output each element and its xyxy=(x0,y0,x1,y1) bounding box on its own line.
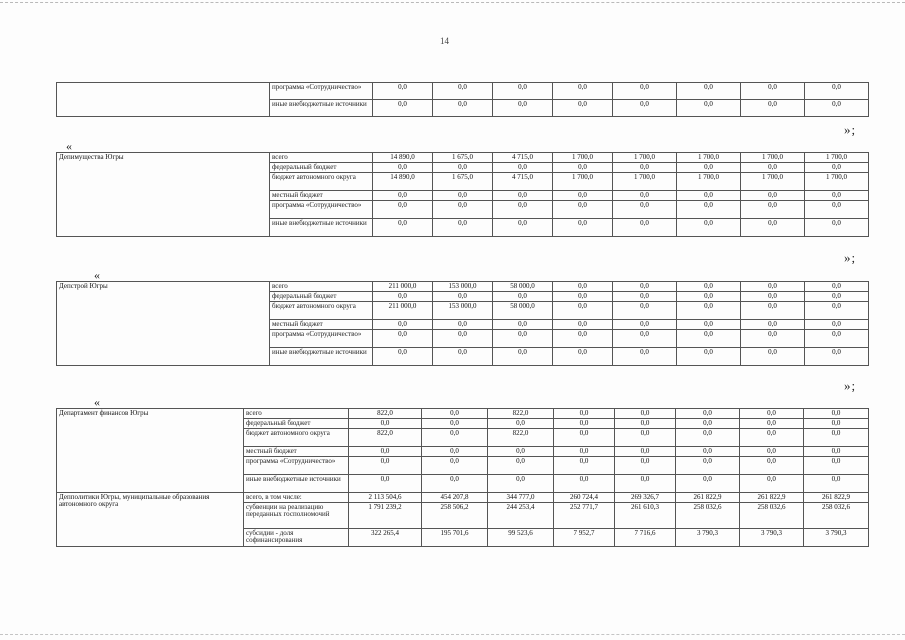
value-cell: 0,0 xyxy=(554,457,615,475)
value-cell: 58 000,0 xyxy=(493,302,553,320)
value-cell: 1 700,0 xyxy=(553,173,613,191)
value-cell: 0,0 xyxy=(613,320,677,330)
value-cell: 0,0 xyxy=(433,348,493,366)
value-cell: 0,0 xyxy=(677,348,741,366)
funding-source: федеральный бюджет xyxy=(270,292,373,302)
funding-source: субвенции на реализацию переданных госполномочий xyxy=(244,503,349,529)
value-cell: 344 777,0 xyxy=(488,493,554,503)
value-cell: 0,0 xyxy=(433,100,493,117)
value-cell: 153 000,0 xyxy=(433,302,493,320)
value-cell: 0,0 xyxy=(741,282,805,292)
value-cell: 0,0 xyxy=(804,457,869,475)
value-cell: 0,0 xyxy=(676,409,740,419)
value-cell: 0,0 xyxy=(615,475,676,493)
value-cell: 0,0 xyxy=(676,447,740,457)
page-edge-bottom xyxy=(0,634,905,635)
value-cell: 0,0 xyxy=(553,100,613,117)
value-cell: 0,0 xyxy=(613,348,677,366)
value-cell: 1 700,0 xyxy=(741,153,805,163)
value-cell: 0,0 xyxy=(804,475,869,493)
value-cell: 0,0 xyxy=(373,163,433,173)
value-cell: 14 890,0 xyxy=(373,153,433,163)
budget-table-depimushchestva xyxy=(56,152,869,237)
org-depstroy: Депстрой Югры xyxy=(57,282,270,366)
value-cell: 0,0 xyxy=(741,292,805,302)
value-cell: 0,0 xyxy=(677,292,741,302)
value-cell: 0,0 xyxy=(493,83,553,100)
value-cell: 1 700,0 xyxy=(805,173,869,191)
value-cell: 58 000,0 xyxy=(493,282,553,292)
value-cell: 261 822,9 xyxy=(676,493,740,503)
table-row xyxy=(57,83,869,100)
value-cell: 0,0 xyxy=(488,457,554,475)
value-cell: 0,0 xyxy=(553,83,613,100)
funding-source: федеральный бюджет xyxy=(270,163,373,173)
value-cell: 0,0 xyxy=(554,447,615,457)
value-cell: 822,0 xyxy=(349,409,422,419)
value-cell: 0,0 xyxy=(493,163,553,173)
value-cell: 822,0 xyxy=(349,429,422,447)
value-cell: 258 032,6 xyxy=(740,503,804,529)
value-cell: 0,0 xyxy=(349,457,422,475)
value-cell: 14 890,0 xyxy=(373,173,433,191)
value-cell: 0,0 xyxy=(804,419,869,429)
value-cell: 0,0 xyxy=(613,292,677,302)
value-cell: 1 700,0 xyxy=(805,153,869,163)
value-cell: 0,0 xyxy=(613,302,677,320)
value-cell: 0,0 xyxy=(676,429,740,447)
value-cell: 258 506,2 xyxy=(422,503,488,529)
value-cell: 0,0 xyxy=(677,163,741,173)
value-cell: 0,0 xyxy=(493,320,553,330)
value-cell: 0,0 xyxy=(677,320,741,330)
value-cell: 0,0 xyxy=(422,429,488,447)
value-cell: 0,0 xyxy=(677,330,741,348)
value-cell: 3 790,3 xyxy=(676,529,740,547)
budget-table-depstroy xyxy=(56,281,869,366)
table-row xyxy=(57,153,869,163)
value-cell: 0,0 xyxy=(373,201,433,219)
funding-source: бюджет автономного округа xyxy=(244,429,349,447)
value-cell: 0,0 xyxy=(349,475,422,493)
value-cell: 0,0 xyxy=(805,330,869,348)
page-number: 14 xyxy=(440,36,449,46)
funding-source: всего, в том числе: xyxy=(244,493,349,503)
value-cell: 0,0 xyxy=(349,419,422,429)
value-cell: 0,0 xyxy=(740,409,804,419)
value-cell: 252 771,7 xyxy=(554,503,615,529)
value-cell: 0,0 xyxy=(493,348,553,366)
value-cell: 0,0 xyxy=(613,201,677,219)
org-depimushchestva: Депимущества Югры xyxy=(57,153,270,237)
org-depfinansov: Департамент финансов Югры xyxy=(57,409,244,493)
value-cell: 0,0 xyxy=(433,292,493,302)
value-cell: 0,0 xyxy=(373,292,433,302)
value-cell: 0,0 xyxy=(805,320,869,330)
quote-close-a: »; xyxy=(844,122,857,137)
value-cell: 0,0 xyxy=(433,330,493,348)
value-cell: 0,0 xyxy=(373,191,433,201)
value-cell: 0,0 xyxy=(805,191,869,201)
value-cell: 4 715,0 xyxy=(493,153,553,163)
value-cell: 0,0 xyxy=(422,475,488,493)
value-cell: 0,0 xyxy=(553,201,613,219)
value-cell: 2 113 504,6 xyxy=(349,493,422,503)
quote-close-b: »; xyxy=(844,250,857,265)
value-cell: 1 675,0 xyxy=(433,153,493,163)
value-cell: 0,0 xyxy=(488,419,554,429)
page-edge-top xyxy=(0,2,905,3)
funding-source: местный бюджет xyxy=(270,191,373,201)
value-cell: 0,0 xyxy=(804,447,869,457)
value-cell: 0,0 xyxy=(553,330,613,348)
quote-open-c: « xyxy=(94,268,100,282)
table-row xyxy=(57,282,869,292)
funding-source: программа «Сотрудничество» xyxy=(244,457,349,475)
value-cell: 0,0 xyxy=(553,292,613,302)
value-cell: 0,0 xyxy=(422,409,488,419)
value-cell: 0,0 xyxy=(553,219,613,237)
value-cell: 0,0 xyxy=(373,100,433,117)
value-cell: 1 791 239,2 xyxy=(349,503,422,529)
value-cell: 211 000,0 xyxy=(373,282,433,292)
value-cell: 0,0 xyxy=(676,475,740,493)
value-cell: 0,0 xyxy=(805,219,869,237)
value-cell: 1 700,0 xyxy=(613,153,677,163)
budget-table-depfinansov xyxy=(56,408,869,547)
value-cell: 0,0 xyxy=(677,83,741,100)
value-cell: 0,0 xyxy=(373,330,433,348)
value-cell: 454 207,8 xyxy=(422,493,488,503)
value-cell: 0,0 xyxy=(554,419,615,429)
value-cell: 211 000,0 xyxy=(373,302,433,320)
value-cell: 0,0 xyxy=(741,83,805,100)
value-cell: 0,0 xyxy=(493,201,553,219)
funding-source: иные внебюджетные источники xyxy=(244,475,349,493)
value-cell: 0,0 xyxy=(554,409,615,419)
funding-source: местный бюджет xyxy=(270,320,373,330)
value-cell: 0,0 xyxy=(740,457,804,475)
value-cell: 0,0 xyxy=(740,447,804,457)
value-cell: 0,0 xyxy=(493,330,553,348)
value-cell: 0,0 xyxy=(422,457,488,475)
value-cell: 0,0 xyxy=(805,201,869,219)
value-cell: 0,0 xyxy=(554,429,615,447)
value-cell: 0,0 xyxy=(613,191,677,201)
funding-source: программа «Сотрудничество» xyxy=(270,83,373,100)
value-cell: 0,0 xyxy=(741,302,805,320)
value-cell: 258 032,6 xyxy=(804,503,869,529)
value-cell: 7 952,7 xyxy=(554,529,615,547)
value-cell: 0,0 xyxy=(349,447,422,457)
value-cell: 0,0 xyxy=(677,302,741,320)
value-cell: 0,0 xyxy=(373,348,433,366)
value-cell: 822,0 xyxy=(488,429,554,447)
value-cell: 0,0 xyxy=(805,282,869,292)
value-cell: 0,0 xyxy=(805,100,869,117)
value-cell: 0,0 xyxy=(553,282,613,292)
value-cell: 0,0 xyxy=(741,320,805,330)
value-cell: 4 715,0 xyxy=(493,173,553,191)
value-cell: 260 724,4 xyxy=(554,493,615,503)
funding-source: иные внебюджетные источники xyxy=(270,219,373,237)
value-cell: 0,0 xyxy=(493,100,553,117)
value-cell: 0,0 xyxy=(805,292,869,302)
value-cell: 0,0 xyxy=(805,348,869,366)
value-cell: 0,0 xyxy=(740,419,804,429)
value-cell: 0,0 xyxy=(433,83,493,100)
value-cell: 0,0 xyxy=(553,302,613,320)
value-cell: 0,0 xyxy=(553,163,613,173)
value-cell: 0,0 xyxy=(433,191,493,201)
value-cell: 0,0 xyxy=(677,201,741,219)
value-cell: 0,0 xyxy=(553,320,613,330)
funding-source: бюджет автономного округа xyxy=(270,302,373,320)
value-cell: 0,0 xyxy=(615,409,676,419)
value-cell: 1 700,0 xyxy=(677,153,741,163)
value-cell: 261 822,9 xyxy=(740,493,804,503)
value-cell: 0,0 xyxy=(741,163,805,173)
value-cell: 0,0 xyxy=(741,191,805,201)
value-cell: 0,0 xyxy=(433,201,493,219)
value-cell: 0,0 xyxy=(741,348,805,366)
value-cell: 3 790,3 xyxy=(804,529,869,547)
funding-source: всего xyxy=(244,409,349,419)
table-row xyxy=(57,409,869,419)
funding-source: бюджет автономного округа xyxy=(270,173,373,191)
value-cell: 0,0 xyxy=(676,419,740,429)
value-cell: 7 716,6 xyxy=(615,529,676,547)
value-cell: 0,0 xyxy=(433,219,493,237)
value-cell: 1 700,0 xyxy=(553,153,613,163)
value-cell: 0,0 xyxy=(613,330,677,348)
value-cell: 0,0 xyxy=(488,447,554,457)
org-cell-empty xyxy=(57,83,270,117)
value-cell: 822,0 xyxy=(488,409,554,419)
value-cell: 0,0 xyxy=(422,447,488,457)
quote-open-d: « xyxy=(94,395,100,409)
budget-table-continuation xyxy=(56,82,869,117)
value-cell: 269 326,7 xyxy=(615,493,676,503)
value-cell: 0,0 xyxy=(488,475,554,493)
value-cell: 0,0 xyxy=(677,219,741,237)
value-cell: 0,0 xyxy=(553,191,613,201)
value-cell: 0,0 xyxy=(740,475,804,493)
value-cell: 1 700,0 xyxy=(613,173,677,191)
value-cell: 0,0 xyxy=(373,320,433,330)
value-cell: 0,0 xyxy=(613,219,677,237)
value-cell: 0,0 xyxy=(613,163,677,173)
quote-open-b: « xyxy=(66,139,72,153)
value-cell: 0,0 xyxy=(740,429,804,447)
value-cell: 0,0 xyxy=(805,163,869,173)
value-cell: 0,0 xyxy=(553,348,613,366)
value-cell: 0,0 xyxy=(741,219,805,237)
value-cell: 0,0 xyxy=(677,100,741,117)
value-cell: 0,0 xyxy=(613,282,677,292)
funding-source: федеральный бюджет xyxy=(244,419,349,429)
value-cell: 0,0 xyxy=(613,83,677,100)
value-cell: 244 253,4 xyxy=(488,503,554,529)
value-cell: 0,0 xyxy=(422,419,488,429)
value-cell: 322 265,4 xyxy=(349,529,422,547)
value-cell: 99 523,6 xyxy=(488,529,554,547)
value-cell: 0,0 xyxy=(741,330,805,348)
value-cell: 0,0 xyxy=(373,219,433,237)
value-cell: 3 790,3 xyxy=(740,529,804,547)
funding-source: программа «Сотрудничество» xyxy=(270,330,373,348)
value-cell: 0,0 xyxy=(677,191,741,201)
value-cell: 0,0 xyxy=(493,219,553,237)
value-cell: 0,0 xyxy=(613,100,677,117)
value-cell: 258 032,6 xyxy=(676,503,740,529)
value-cell: 0,0 xyxy=(615,419,676,429)
org-deppolitiki: Депполитики Югры, муниципальные образования автономного округа xyxy=(57,493,244,547)
value-cell: 0,0 xyxy=(676,457,740,475)
value-cell: 0,0 xyxy=(493,191,553,201)
funding-source: иные внебюджетные источники xyxy=(270,348,373,366)
value-cell: 1 675,0 xyxy=(433,173,493,191)
value-cell: 0,0 xyxy=(615,429,676,447)
funding-source: всего xyxy=(270,282,373,292)
value-cell: 0,0 xyxy=(741,201,805,219)
value-cell: 261 610,3 xyxy=(615,503,676,529)
value-cell: 0,0 xyxy=(805,83,869,100)
funding-source: местный бюджет xyxy=(244,447,349,457)
value-cell: 0,0 xyxy=(804,409,869,419)
value-cell: 1 700,0 xyxy=(677,173,741,191)
value-cell: 0,0 xyxy=(741,100,805,117)
funding-source: программа «Сотрудничество» xyxy=(270,201,373,219)
value-cell: 0,0 xyxy=(615,457,676,475)
funding-source: субсидии - доля софинансирования xyxy=(244,529,349,547)
value-cell: 0,0 xyxy=(677,282,741,292)
value-cell: 0,0 xyxy=(554,475,615,493)
quote-close-c: »; xyxy=(844,378,857,393)
value-cell: 0,0 xyxy=(433,320,493,330)
value-cell: 0,0 xyxy=(804,429,869,447)
value-cell: 0,0 xyxy=(493,292,553,302)
value-cell: 1 700,0 xyxy=(741,173,805,191)
value-cell: 0,0 xyxy=(615,447,676,457)
value-cell: 261 822,9 xyxy=(804,493,869,503)
value-cell: 0,0 xyxy=(373,83,433,100)
value-cell: 153 000,0 xyxy=(433,282,493,292)
value-cell: 195 701,6 xyxy=(422,529,488,547)
table-row xyxy=(57,493,869,503)
value-cell: 0,0 xyxy=(433,163,493,173)
funding-source: всего xyxy=(270,153,373,163)
funding-source: иные внебюджетные источники xyxy=(270,100,373,117)
value-cell: 0,0 xyxy=(805,302,869,320)
